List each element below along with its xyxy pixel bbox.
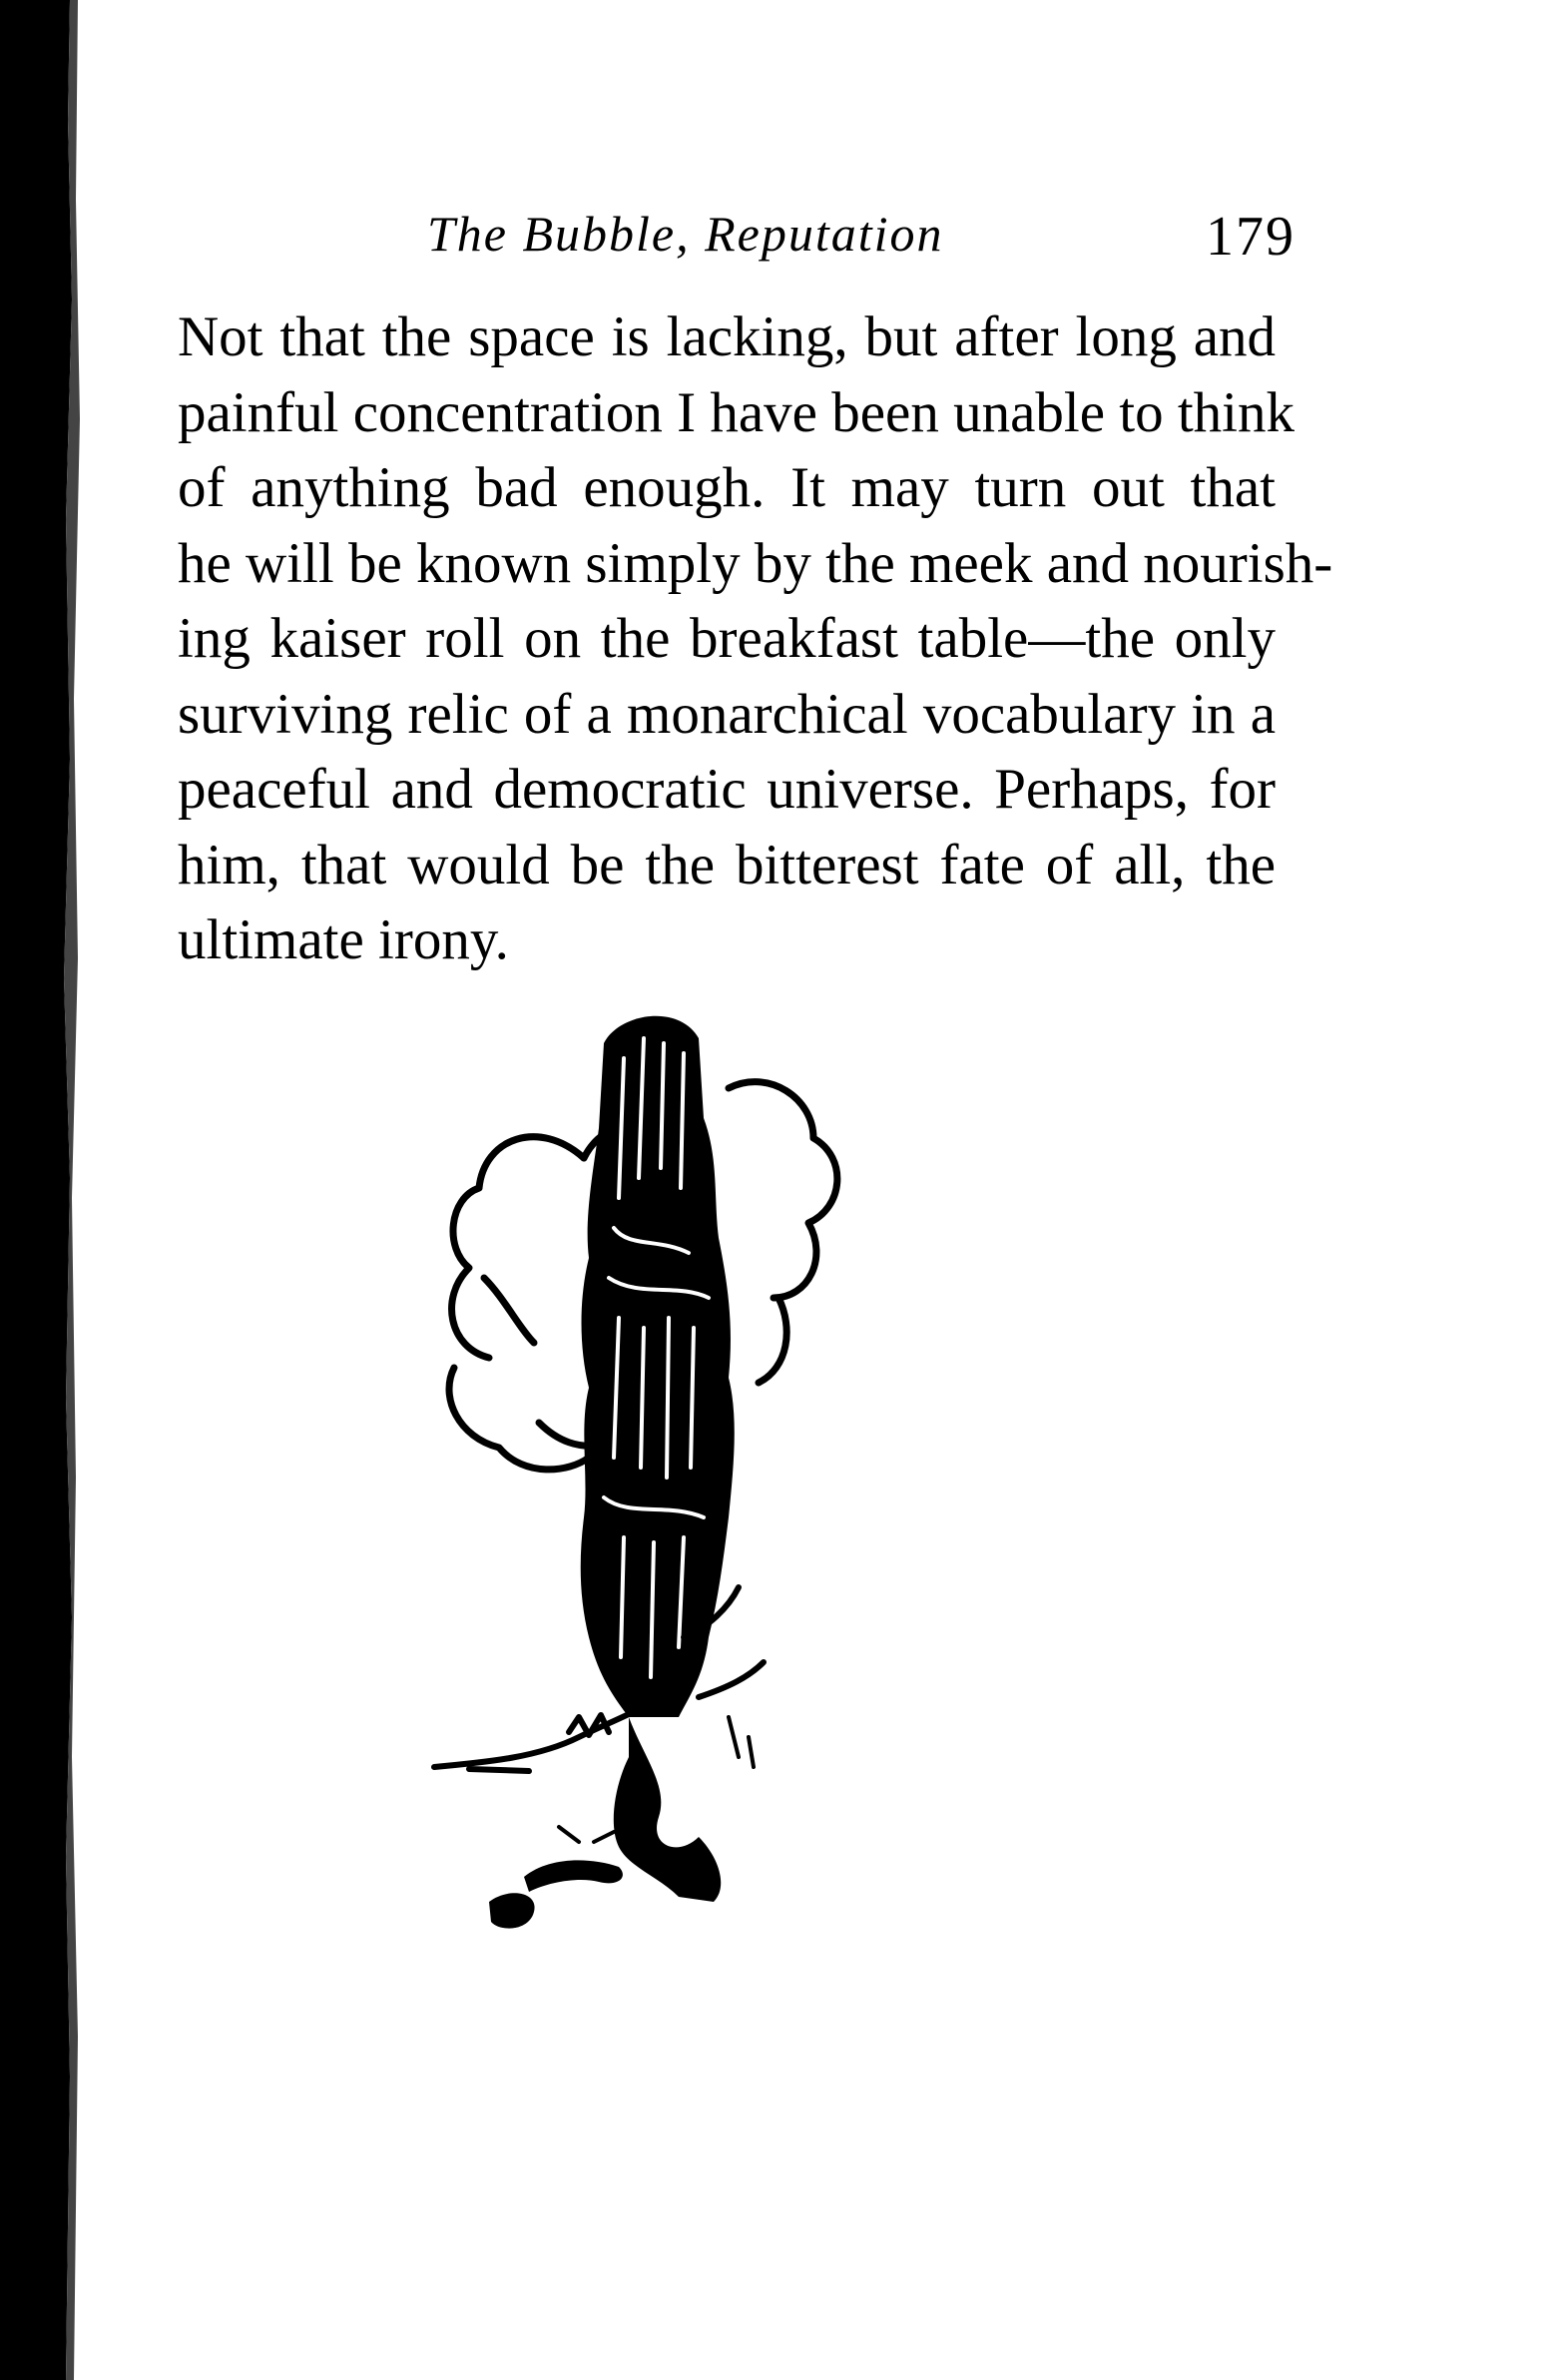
page-number: 179 (1206, 206, 1296, 268)
text-line: him, that would be the bitterest fate of all, the (178, 833, 1276, 896)
body-text (178, 299, 1333, 978)
text-line: peaceful and democratic universe. Perhaps, for (178, 758, 1276, 821)
text-line: he will be known simply by the meek and nourish- (178, 531, 1333, 595)
text-line: surviving relic of a monarchical vocabulary in a (178, 682, 1276, 746)
running-title: The Bubble, Reputation (427, 206, 944, 262)
text-line: ultimate irony. (178, 908, 509, 971)
tree-stump-with-smoke-icon (429, 998, 878, 1957)
running-head (427, 205, 1296, 275)
scan-gutter-shadow (0, 0, 82, 2380)
text-line: Not that the space is lacking, but after long and (178, 305, 1276, 368)
text-line: of anything bad enough. It may turn out that (178, 456, 1276, 519)
text-line: ing kaiser roll on the breakfast table—the only (178, 607, 1276, 670)
text-line: painful concentration I have been unable to think (178, 380, 1296, 444)
